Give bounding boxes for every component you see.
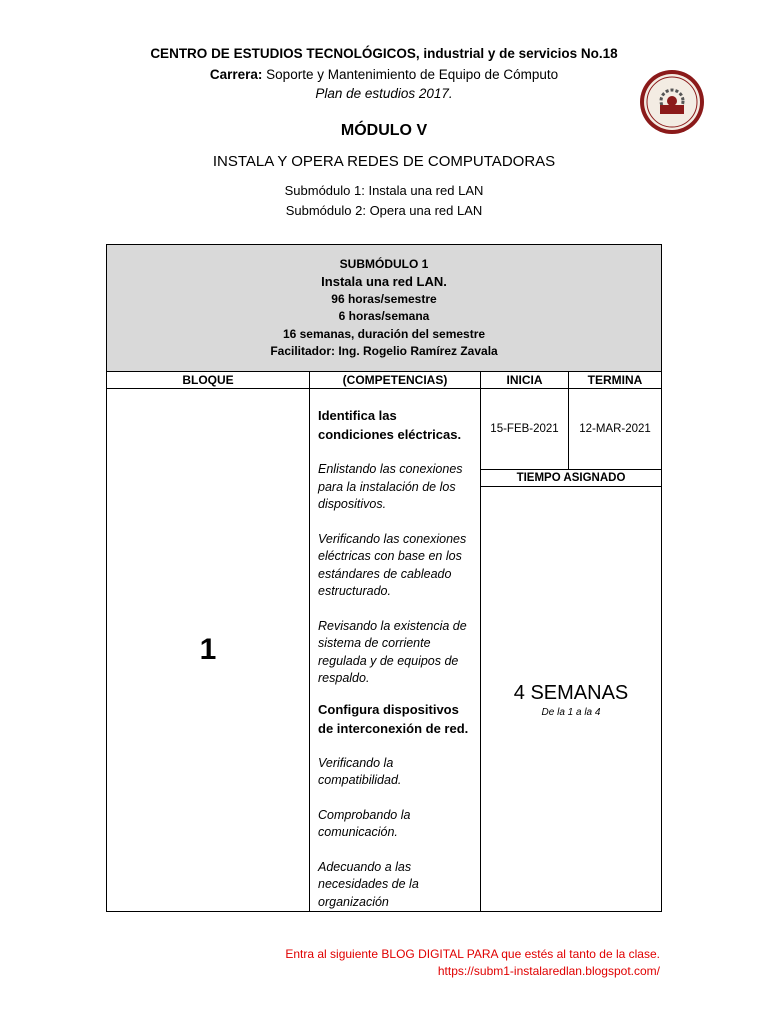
- tiempo-asignado-range: De la 1 a la 4: [541, 706, 601, 718]
- submodule-title: SUBMÓDULO 1: [339, 256, 429, 271]
- competencia-2-title: Configura dispositivos de interconexión de red.: [318, 701, 469, 736]
- submodule-1-line: [0, 183, 768, 198]
- module-name: INSTALA Y OPERA REDES DE COMPUTADORAS: [212, 153, 556, 170]
- tiempo-asignado-cell: [481, 487, 662, 912]
- competencia-2-item: Comprobando la comunicación.: [318, 807, 411, 839]
- hours-semester: 96 horas/semestre: [331, 291, 437, 306]
- end-date: 12-MAR-2021: [569, 389, 662, 470]
- submodule-2-line: [0, 203, 768, 218]
- module-title: MÓDULO V: [340, 122, 428, 139]
- blog-invitation: Entra al siguiente BLOG DIGITAL PARA que estés al tanto de la clase.: [285, 947, 660, 961]
- career-value: Soporte y Mantenimiento de Equipo de Cómputo: [266, 67, 559, 82]
- schedule-table: [106, 244, 662, 912]
- submodule-1-label: Submódulo 1:: [284, 183, 365, 198]
- column-header-competencias: (COMPETENCIAS): [310, 372, 481, 389]
- submodule-2-label: Submódulo 2:: [285, 203, 366, 218]
- competencia-1-item: Verificando las conexiones eléctricas con base en los estándares de cableado estructurado.: [318, 531, 467, 598]
- competencia-1-title: Identifica las condiciones eléctricas.: [318, 408, 462, 442]
- column-header-termina: TERMINA: [569, 372, 662, 389]
- tiempo-asignado-value: 4 SEMANAS: [513, 681, 629, 704]
- submodule-info: [107, 245, 662, 372]
- study-plan: Plan de estudios 2017.: [315, 86, 453, 101]
- weeks-duration: 16 semanas, duración del semestre: [282, 326, 486, 341]
- start-date: 15-FEB-2021: [481, 389, 569, 470]
- competencia-1-item: Revisando la existencia de sistema de corriente regulada y de equipos de respaldo.: [318, 618, 467, 685]
- career-label: Carrera:: [209, 67, 263, 82]
- column-header-bloque: BLOQUE: [107, 372, 310, 389]
- bloque-number: 1: [107, 389, 310, 912]
- competencia-1-item: Enlistando las conexiones para la instalación de los dispositivos.: [318, 462, 463, 511]
- competencia-2-item: Verificando la compatibilidad.: [318, 755, 402, 787]
- blog-link[interactable]: https://subm1-instalaredlan.blogspot.com/: [437, 964, 660, 978]
- competencia-2-item: Adecuando a las necesidades de la organización: [318, 859, 419, 909]
- submodule-1-value: Instala una red LAN: [368, 183, 484, 198]
- column-header-inicia: INICIA: [481, 372, 569, 389]
- facilitator: Facilitador: Ing. Rogelio Ramírez Zavala: [270, 344, 498, 358]
- submodule-name: Instala una red LAN.: [321, 274, 447, 289]
- hours-week: 6 horas/semana: [338, 309, 430, 323]
- competencias-cell: [310, 389, 481, 912]
- blog-footer: [285, 946, 660, 980]
- cetis-logo-icon: [638, 68, 706, 136]
- tiempo-asignado-header: TIEMPO ASIGNADO: [481, 470, 662, 487]
- institution-name: CENTRO DE ESTUDIOS TECNOLÓGICOS, industrial y de servicios No.18: [150, 46, 618, 61]
- submodule-2-value: Opera una red LAN: [369, 203, 483, 218]
